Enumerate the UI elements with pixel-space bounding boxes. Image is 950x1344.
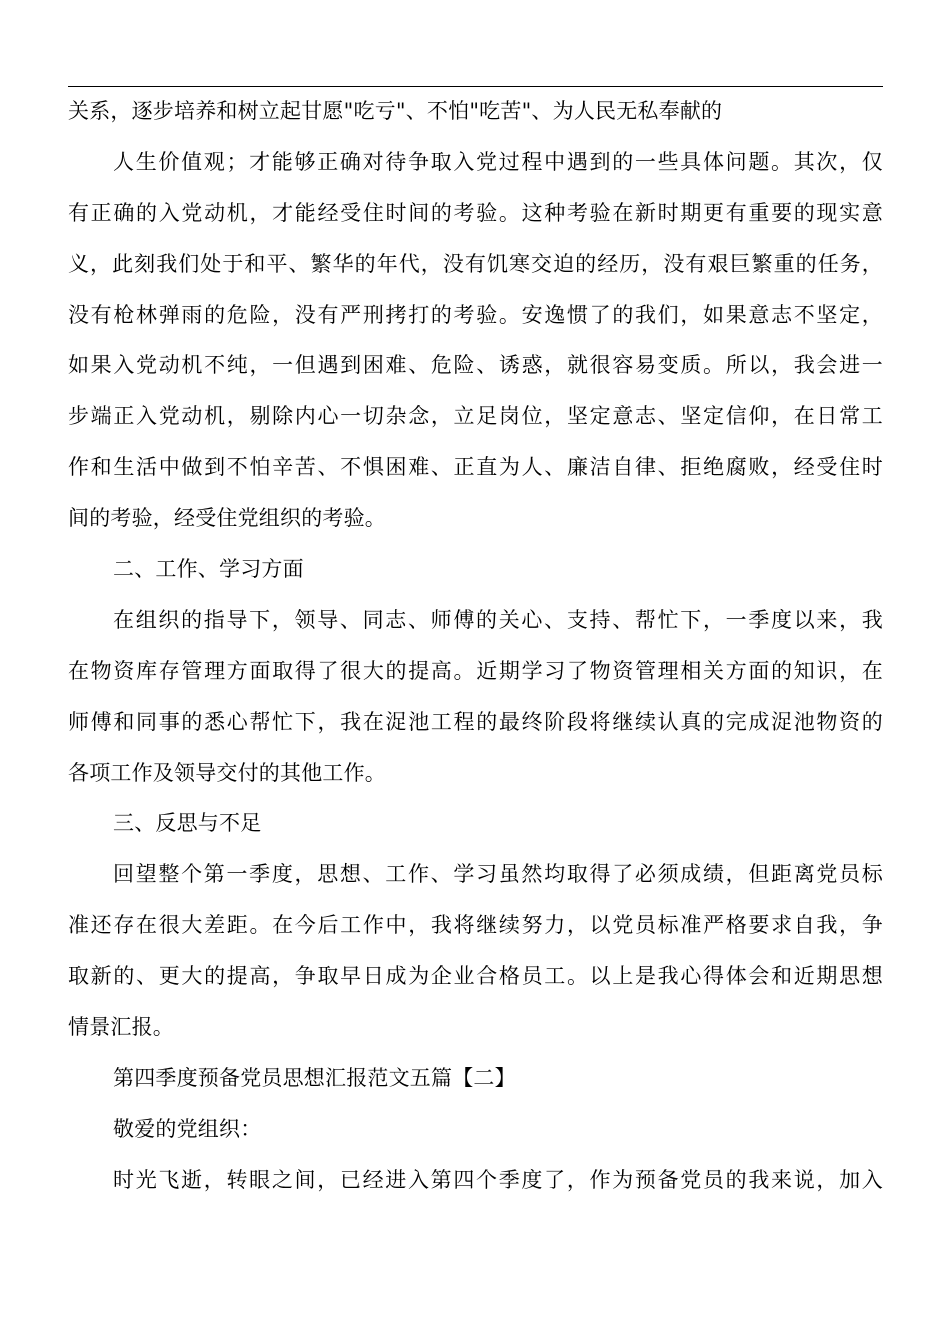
text-line: 人生价值观；才能够正确对待争取入党过程中遇到的一些具体问题。其次，仅 <box>113 149 883 174</box>
text-line: 步端正入党动机，剔除内心一切杂念，立足岗位，坚定意志、坚定信仰，在日常工 <box>68 404 883 429</box>
text-line: 义，此刻我们处于和平、繁华的年代，没有饥寒交迫的经历，没有艰巨繁重的任务， <box>68 251 883 276</box>
salutation: 敬爱的党组织： <box>113 1116 262 1141</box>
text-line: 关系，逐步培养和树立起甘愿"吃亏"、不怕"吃苦"、为人民无私奉献的 <box>68 99 723 123</box>
text-line: 时光飞逝，转眼之间，已经进入第四个季度了，作为预备党员的我来说，加入 <box>113 1167 883 1192</box>
text-line: 取新的、更大的提高，争取早日成为企业合格员工。以上是我心得体会和近期思想 <box>68 964 883 989</box>
text-line: 在物资库存管理方面取得了很大的提高。近期学习了物资管理相关方面的知识，在 <box>68 658 883 683</box>
article-title: 第四季度预备党员思想汇报范文五篇【二】 <box>113 1065 516 1090</box>
text-line: 有正确的入党动机，才能经受住时间的考验。这种考验在新时期更有重要的现实意 <box>68 200 883 225</box>
text-line: 回望整个第一季度，思想、工作、学习虽然均取得了必须成绩，但距离党员标 <box>113 862 883 887</box>
text-line: 情景汇报。 <box>68 1015 174 1040</box>
text-line: 准还存在很大差距。在今后工作中，我将继续努力，以党员标准严格要求自我，争 <box>68 913 883 938</box>
section-heading: 二、工作、学习方面 <box>113 557 304 582</box>
text-line: 在组织的指导下，领导、同志、师傅的关心、支持、帮忙下，一季度以来，我 <box>113 607 883 632</box>
header-rule <box>68 86 883 87</box>
text-line: 各项工作及领导交付的其他工作。 <box>68 760 386 785</box>
text-line: 如果入党动机不纯，一但遇到困难、危险、诱惑，就很容易变质。所以，我会进一 <box>68 353 883 378</box>
text-line: 师傅和同事的悉心帮忙下，我在浞池工程的最终阶段将继续认真的完成浞池物资的 <box>68 709 883 734</box>
text-line: 没有枪林弹雨的危险，没有严刑拷打的考验。安逸惯了的我们，如果意志不坚定， <box>68 302 883 327</box>
section-heading: 三、反思与不足 <box>113 811 262 836</box>
text-line: 作和生活中做到不怕辛苦、不惧困难、正直为人、廉洁自律、拒绝腐败，经受住时 <box>68 455 883 480</box>
text-line: 间的考验，经受住党组织的考验。 <box>68 506 386 531</box>
document-body <box>68 93 883 1213</box>
